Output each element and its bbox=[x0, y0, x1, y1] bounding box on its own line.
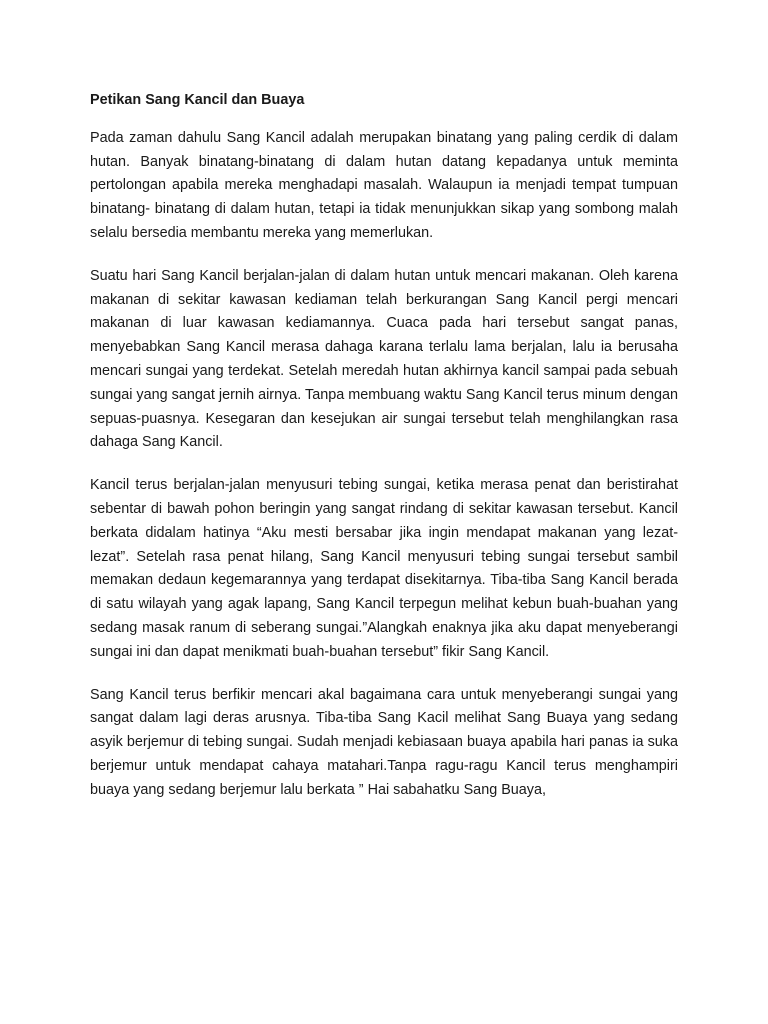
paragraph-4: Sang Kancil terus berfikir mencari akal bagaimana cara untuk menyeberangi sungai yang sangat dalam lagi deras arusnya. Tiba-tiba Sang Kacil melihat Sang Buaya yang sedang asyik berjemur di tebing sungai. Sudah menjadi kebiasaan buaya apabila hari panas ia suka berjemur untuk mendapat cahaya matahari.Tanpa ragu-ragu Kancil terus menghampiri buaya yang sedang berjemur lalu berkata ” Hai sabahatku Sang Buaya, bbox=[90, 686, 678, 798]
paragraph-2: Suatu hari Sang Kancil berjalan-jalan di dalam hutan untuk mencari makanan. Oleh karena makanan di sekitar kawasan kediaman telah berkurangan Sang Kancil pergi mencari makanan di luar kawasan kediamannya. Cuaca pada hari tersebut sangat panas, menyebabkan Sang Kancil merasa dahaga karana terlalu lama berjalan, lalu ia berusaha mencari sungai yang terdekat. Setelah meredah hutan akhirnya kancil sampai pada sebuah sungai yang sangat jernih airnya. Tanpa membuang waktu Sang Kancil terus minum dengan sepuas-puasnya. Kesegaran dan kesejukan air sungai tersebut telah menghilangkan rasa dahaga Sang Kancil. bbox=[90, 267, 678, 451]
paragraph-1: Pada zaman dahulu Sang Kancil adalah merupakan binatang yang paling cerdik di dalam hutan. Banyak binatang-binatang di dalam hutan datang kepadanya untuk meminta pertolongan apabila mereka menghadapi masalah. Walaupun ia menjadi tempat tumpuan binatang- binatang di dalam hutan, tetapi ia tidak menunjukkan sikap yang sombong malah selalu bersedia membantu mereka yang memerlukan. bbox=[90, 129, 678, 241]
document-body bbox=[90, 89, 678, 822]
document-title: Petikan Sang Kancil dan Buaya bbox=[90, 92, 305, 108]
paragraph-3: Kancil terus berjalan-jalan menyusuri tebing sungai, ketika merasa penat dan beristirahat sebentar di bawah pohon beringin yang sangat rindang di sekitar kawasan tersebut. Kancil berkata didalam hatinya “Aku mesti bersabar jika ingin mendapat makanan yang lezat-lezat”. Setelah rasa penat hilang, Sang Kancil menyusuri tebing sungai tersebut sambil memakan dedaun kegemarannya yang terdapat disekitarnya. Tiba-tiba Sang Kancil berada di satu wilayah yang agak lapang, Sang Kancil terpegun melihat kebun buah-buahan yang sedang masak ranum di seberang sungai.”Alangkah enaknya jika aku dapat menyeberangi sungai ini dan dapat menikmati buah-buahan tersebut” fikir Sang Kancil. bbox=[90, 477, 678, 660]
